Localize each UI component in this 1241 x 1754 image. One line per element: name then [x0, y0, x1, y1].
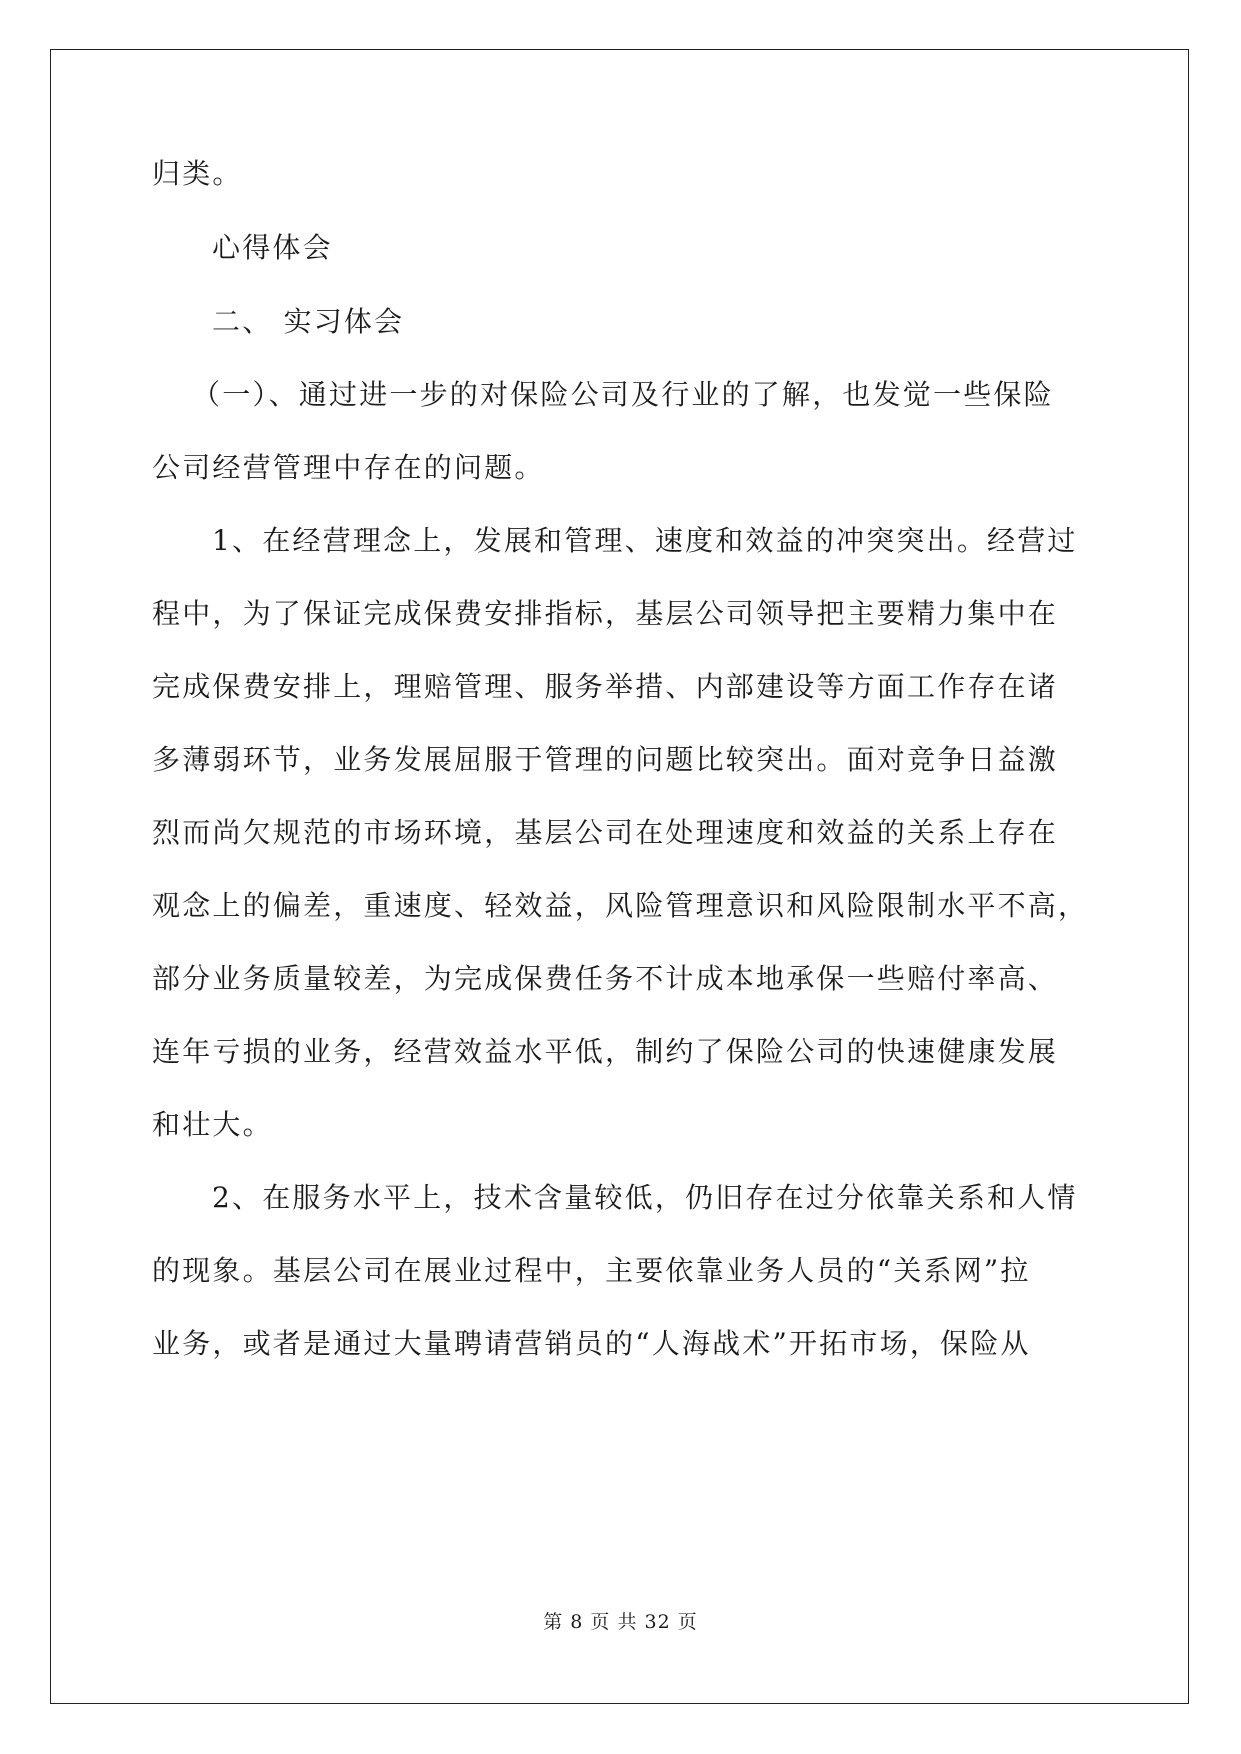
section-heading: 二、 实习体会	[212, 305, 405, 338]
text-line: （一）、通过进一步的对保险公司及行业的了解，也发觉一些保险	[192, 378, 1054, 411]
text-line: 归类。	[152, 157, 243, 190]
text-line: 烈而尚欠规范的市场环境，基层公司在处理速度和效益的关系上存在	[152, 816, 1059, 849]
text-line: 2、在服务水平上，技术含量较低，仍旧存在过分依靠关系和人情	[212, 1181, 1078, 1214]
text-line: 和壮大。	[152, 1108, 273, 1141]
text-line: 多薄弱环节，业务发展屈服于管理的问题比较突出。面对竞争日益激	[152, 743, 1059, 776]
text-line: 公司经营管理中存在的问题。	[152, 451, 545, 484]
text-line: 部分业务质量较差，为完成保费任务不计成本地承保一些赔付率高、	[152, 962, 1059, 995]
page-number-footer: 第 8 页 共 32 页	[543, 1611, 698, 1633]
text-line: 业务，或者是通过大量聘请营销员的“人海战术”开拓市场，保险从	[152, 1327, 1031, 1360]
text-line: 程中，为了保证完成保费安排指标，基层公司领导把主要精力集中在	[152, 597, 1059, 630]
text-line: 的现象。基层公司在展业过程中，主要依靠业务人员的“关系网”拉	[152, 1254, 1031, 1287]
text-line: 观念上的偏差，重速度、轻效益，风险管理意识和风险限制水平不高，	[152, 889, 1089, 922]
text-line: 连年亏损的业务，经营效益水平低，制约了保险公司的快速健康发展	[152, 1035, 1059, 1068]
page-border	[50, 49, 1189, 1704]
text-line: 1、在经营理念上，发展和管理、速度和效益的冲突突出。经营过	[212, 524, 1078, 557]
text-line: 完成保费安排上，理赔管理、服务举措、内部建设等方面工作存在诸	[152, 670, 1059, 703]
text-line: 心得体会	[212, 231, 333, 264]
